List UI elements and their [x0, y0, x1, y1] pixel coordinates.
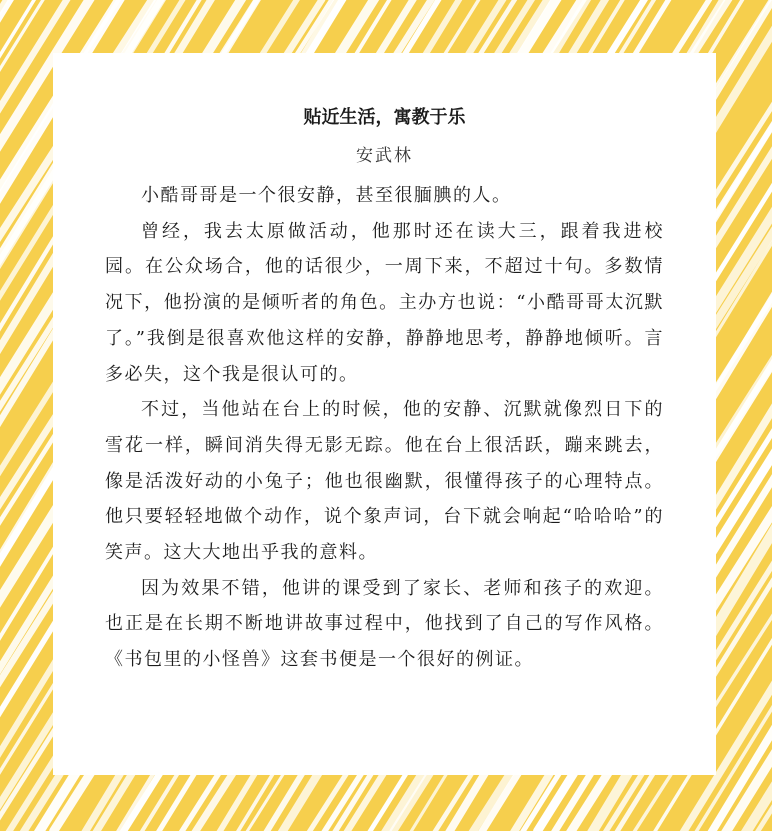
paragraph: 曾经，我去太原做活动，他那时还在读大三，跟着我进校园。在公众场合，他的话很少，一周下来，不超过十句。多数情况下，他扮演的是倾听者的角色。主办方也说：“小酷哥哥太沉默了。”我倒是很喜欢他这样的安静，静静地思考，静静地倾听。言多必失，这个我是很认可的。	[105, 220, 664, 385]
article-body	[105, 178, 664, 678]
article-card	[53, 53, 716, 775]
article-title: 贴近生活，寓教于乐	[303, 107, 466, 128]
article-author: 安武林	[356, 146, 413, 166]
paragraph: 不过，当他站在台上的时候，他的安静、沉默就像烈日下的雪花一样，瞬间消失得无影无踪。他在台上很活跃，蹦来跳去，像是活泼好动的小兔子；他也很幽默，很懂得孩子的心理特点。他只要轻轻地做个动作，说个象声词，台下就会响起“哈哈哈”的笑声。这大大地出乎我的意料。	[105, 399, 664, 564]
paragraph: 因为效果不错，他讲的课受到了家长、老师和孩子的欢迎。也正是在长期不断地讲故事过程中，他找到了自己的写作风格。《书包里的小怪兽》这套书便是一个很好的例证。	[105, 577, 664, 671]
paragraph: 小酷哥哥是一个很安静，甚至很腼腆的人。	[141, 185, 512, 206]
